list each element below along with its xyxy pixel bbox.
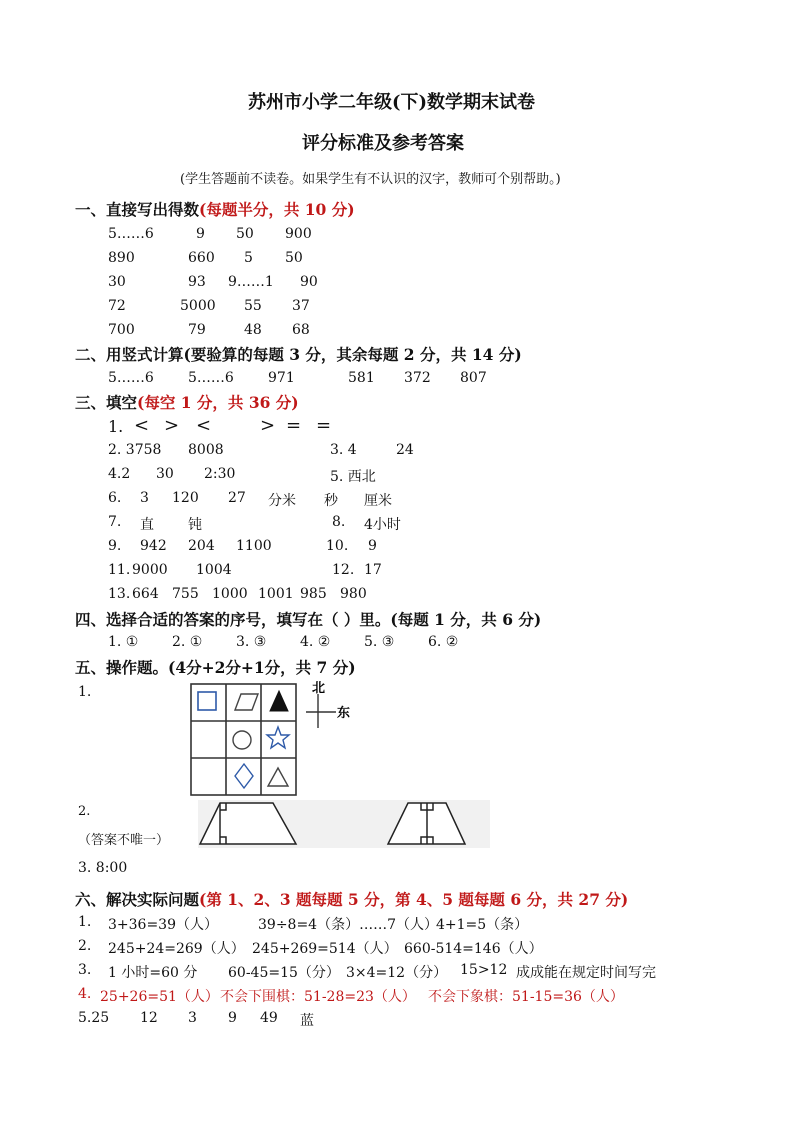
answer-cell: 3+36=39（人）: [108, 917, 218, 933]
answer-cell: 蓝: [300, 1013, 314, 1029]
answer-cell: 9: [196, 226, 205, 242]
answer-cell: 5. 西北: [330, 469, 376, 485]
answer-cell: 660-514=146（人）: [404, 941, 543, 957]
answer-cell: 942: [140, 538, 167, 554]
answer-cell: 7.: [108, 514, 122, 530]
answer-cell: 5: [244, 250, 253, 266]
answer-cell: 37: [292, 298, 310, 314]
answer-cell: 17: [364, 562, 382, 578]
compass-east-label: 东: [337, 706, 351, 721]
section-3-title: 三、填空: [75, 393, 138, 412]
answer-cell: 30: [108, 274, 126, 290]
q3-answer: 3. 8:00: [78, 860, 128, 876]
section-6-answers: [0, 914, 794, 1029]
answer-cell: 12.: [332, 562, 355, 578]
section-1-heading: [75, 198, 355, 220]
answer-cell: 9000: [132, 562, 168, 578]
page-subtitle: 评分标准及参考答案: [302, 133, 464, 154]
answer-cell: 8008: [188, 442, 224, 458]
answer-cell: 79: [188, 322, 206, 338]
answer-cell: 9: [368, 538, 377, 554]
answer-cell: >: [260, 415, 276, 436]
answer-cell: 4+1=5（条）: [436, 917, 529, 933]
shape-grid-figure: [190, 680, 370, 798]
answer-cell: 90: [300, 274, 318, 290]
answer-cell: 755: [172, 586, 199, 602]
answer-cell: 15>12: [460, 962, 508, 978]
answer-cell: 秒: [324, 493, 338, 509]
answer-cell: 372: [404, 370, 431, 386]
answer-cell: 1001: [258, 586, 294, 602]
answer-cell: 50: [285, 250, 303, 266]
answer-cell: 807: [460, 370, 487, 386]
star-shape: [267, 727, 289, 748]
answer-cell: 2:30: [204, 466, 236, 482]
answer-cell: 5……6: [108, 370, 154, 386]
answer-cell: 700: [108, 322, 135, 338]
answer-cell: 1.: [108, 417, 124, 436]
answer-cell: 890: [108, 250, 135, 266]
answer-cell: 不会下象棋：51-15=36（人）: [428, 989, 624, 1005]
answer-cell: 11.: [108, 562, 131, 578]
section-6-title: 六、解决实际问题: [75, 890, 200, 909]
answer-cell: 24: [396, 442, 414, 458]
answer-cell: 13.: [108, 586, 131, 602]
section-2-answers: [0, 370, 794, 390]
square-shape: [198, 692, 216, 710]
answer-cell: 9: [228, 1010, 237, 1026]
answer-cell: 3.: [78, 962, 92, 978]
answer-cell: =: [316, 415, 332, 436]
triangle-shape: [268, 768, 288, 786]
answer-cell: 钝: [188, 517, 202, 533]
answer-cell: 9……1: [228, 274, 274, 290]
section-6-heading: [75, 888, 628, 910]
parallelogram-shape: [235, 694, 258, 710]
answer-cell: 27: [228, 490, 246, 506]
section-1-answers: [0, 226, 794, 346]
answer-cell: =: [286, 415, 302, 436]
answer-cell: 10.: [326, 538, 349, 554]
answer-cell: 6. ②: [428, 634, 459, 650]
section-4-answers: [0, 634, 794, 654]
answer-cell: 5……6: [188, 370, 234, 386]
answer-cell: 8.: [332, 514, 346, 530]
section-1-score: (每题半分，共 10 分): [199, 200, 355, 219]
answer-cell: 1 小时=60 分: [108, 965, 198, 981]
answer-cell: 204: [188, 538, 215, 554]
instruction-note: (学生答题前不读卷。如果学生有不认识的汉字，教师可个别帮助。): [180, 172, 561, 187]
answer-cell: 55: [244, 298, 262, 314]
section-3-heading: [75, 391, 299, 413]
answer-cell: 4小时: [364, 517, 401, 533]
answer-cell: 5. ③: [364, 634, 395, 650]
answer-cell: 1100: [236, 538, 272, 554]
answer-cell: 1. ①: [108, 634, 139, 650]
answer-cell: 3: [188, 1010, 197, 1026]
answer-cell: 成成能在规定时间写完: [516, 965, 656, 981]
answer-cell: 30: [156, 466, 174, 482]
answer-cell: <: [196, 415, 212, 436]
diamond-shape: [235, 764, 253, 788]
section-5-heading: 五、操作题。(4分+2分+1分，共 7 分): [75, 658, 356, 677]
answer-cell: 245+24=269（人）: [108, 941, 245, 957]
answer-cell: 25+26=51（人）: [100, 989, 219, 1005]
answer-cell: 581: [348, 370, 375, 386]
answer-cell: 50: [236, 226, 254, 242]
answer-cell: 不会下围棋：51-28=23（人）: [220, 989, 416, 1005]
answer-cell: 664: [132, 586, 159, 602]
answer-cell: 93: [188, 274, 206, 290]
answer-cell: 980: [340, 586, 367, 602]
section-3-answers: [0, 417, 794, 607]
answer-cell: 72: [108, 298, 126, 314]
answer-cell: 5000: [180, 298, 216, 314]
answer-cell: 60-45=15（分）: [228, 965, 340, 981]
filled-triangle-shape: [270, 691, 288, 711]
section-3-score: (每空 1 分，共 36 分): [137, 393, 299, 412]
answer-cell: 3. 4: [330, 442, 357, 458]
answer-cell: 1004: [196, 562, 232, 578]
answer-cell: 6.: [108, 490, 122, 506]
answer-cell: 3: [140, 490, 149, 506]
answer-cell: 39÷8=4（条）……7（人）: [258, 917, 438, 933]
circle-shape: [233, 731, 251, 749]
section-6-score: (第 1、2、3 题每题 5 分，第 4、5 题每题 6 分，共 27 分): [199, 890, 629, 909]
section-1-title: 一、直接写出得数: [75, 200, 200, 219]
answer-cell: 120: [172, 490, 199, 506]
section-4-heading: 四、选择合适的答案的序号，填写在（ ）里。(每题 1 分，共 6 分): [75, 610, 542, 629]
answer-cell: 1000: [212, 586, 248, 602]
answer-cell: 2. ①: [172, 634, 203, 650]
section-2-heading: 二、用竖式计算(要验算的每题 3 分，其余每题 2 分，共 14 分): [75, 345, 522, 364]
answer-cell: 971: [268, 370, 295, 386]
answer-cell: 9.: [108, 538, 122, 554]
page-title: 苏州市小学二年级(下)数学期末试卷: [248, 92, 536, 113]
answer-cell: 68: [292, 322, 310, 338]
answer-cell: 1.: [78, 914, 92, 930]
answer-cell: 900: [285, 226, 312, 242]
q2-note: （答案不唯一）: [78, 833, 170, 848]
answer-cell: 4. ②: [300, 634, 331, 650]
answer-cell: 49: [260, 1010, 278, 1026]
trapezoid-figures: [198, 800, 490, 848]
answer-cell: 厘米: [364, 493, 392, 509]
answer-cell: 660: [188, 250, 215, 266]
answer-cell: 2. 3758: [108, 442, 162, 458]
answer-cell: >: [164, 415, 180, 436]
answer-cell: 48: [244, 322, 262, 338]
answer-cell: 3. ③: [236, 634, 267, 650]
answer-cell: <: [134, 415, 150, 436]
answer-cell: 直: [140, 517, 154, 533]
q1-label: 1.: [78, 684, 92, 700]
answer-cell: 4.2: [108, 466, 131, 482]
compass-icon: [306, 694, 336, 728]
q2-label: 2.: [78, 804, 91, 819]
answer-cell: 4.: [78, 986, 92, 1002]
answer-cell: 2.: [78, 938, 92, 954]
answer-cell: 3×4=12（分）: [346, 965, 448, 981]
answer-cell: 985: [300, 586, 327, 602]
answer-cell: 245+269=514（人）: [252, 941, 398, 957]
answer-cell: 12: [140, 1010, 158, 1026]
answer-cell: 分米: [268, 493, 296, 509]
answer-cell: 5……6: [108, 226, 154, 242]
compass-north-label: 北: [312, 681, 326, 696]
answer-cell: 5.25: [78, 1010, 110, 1026]
